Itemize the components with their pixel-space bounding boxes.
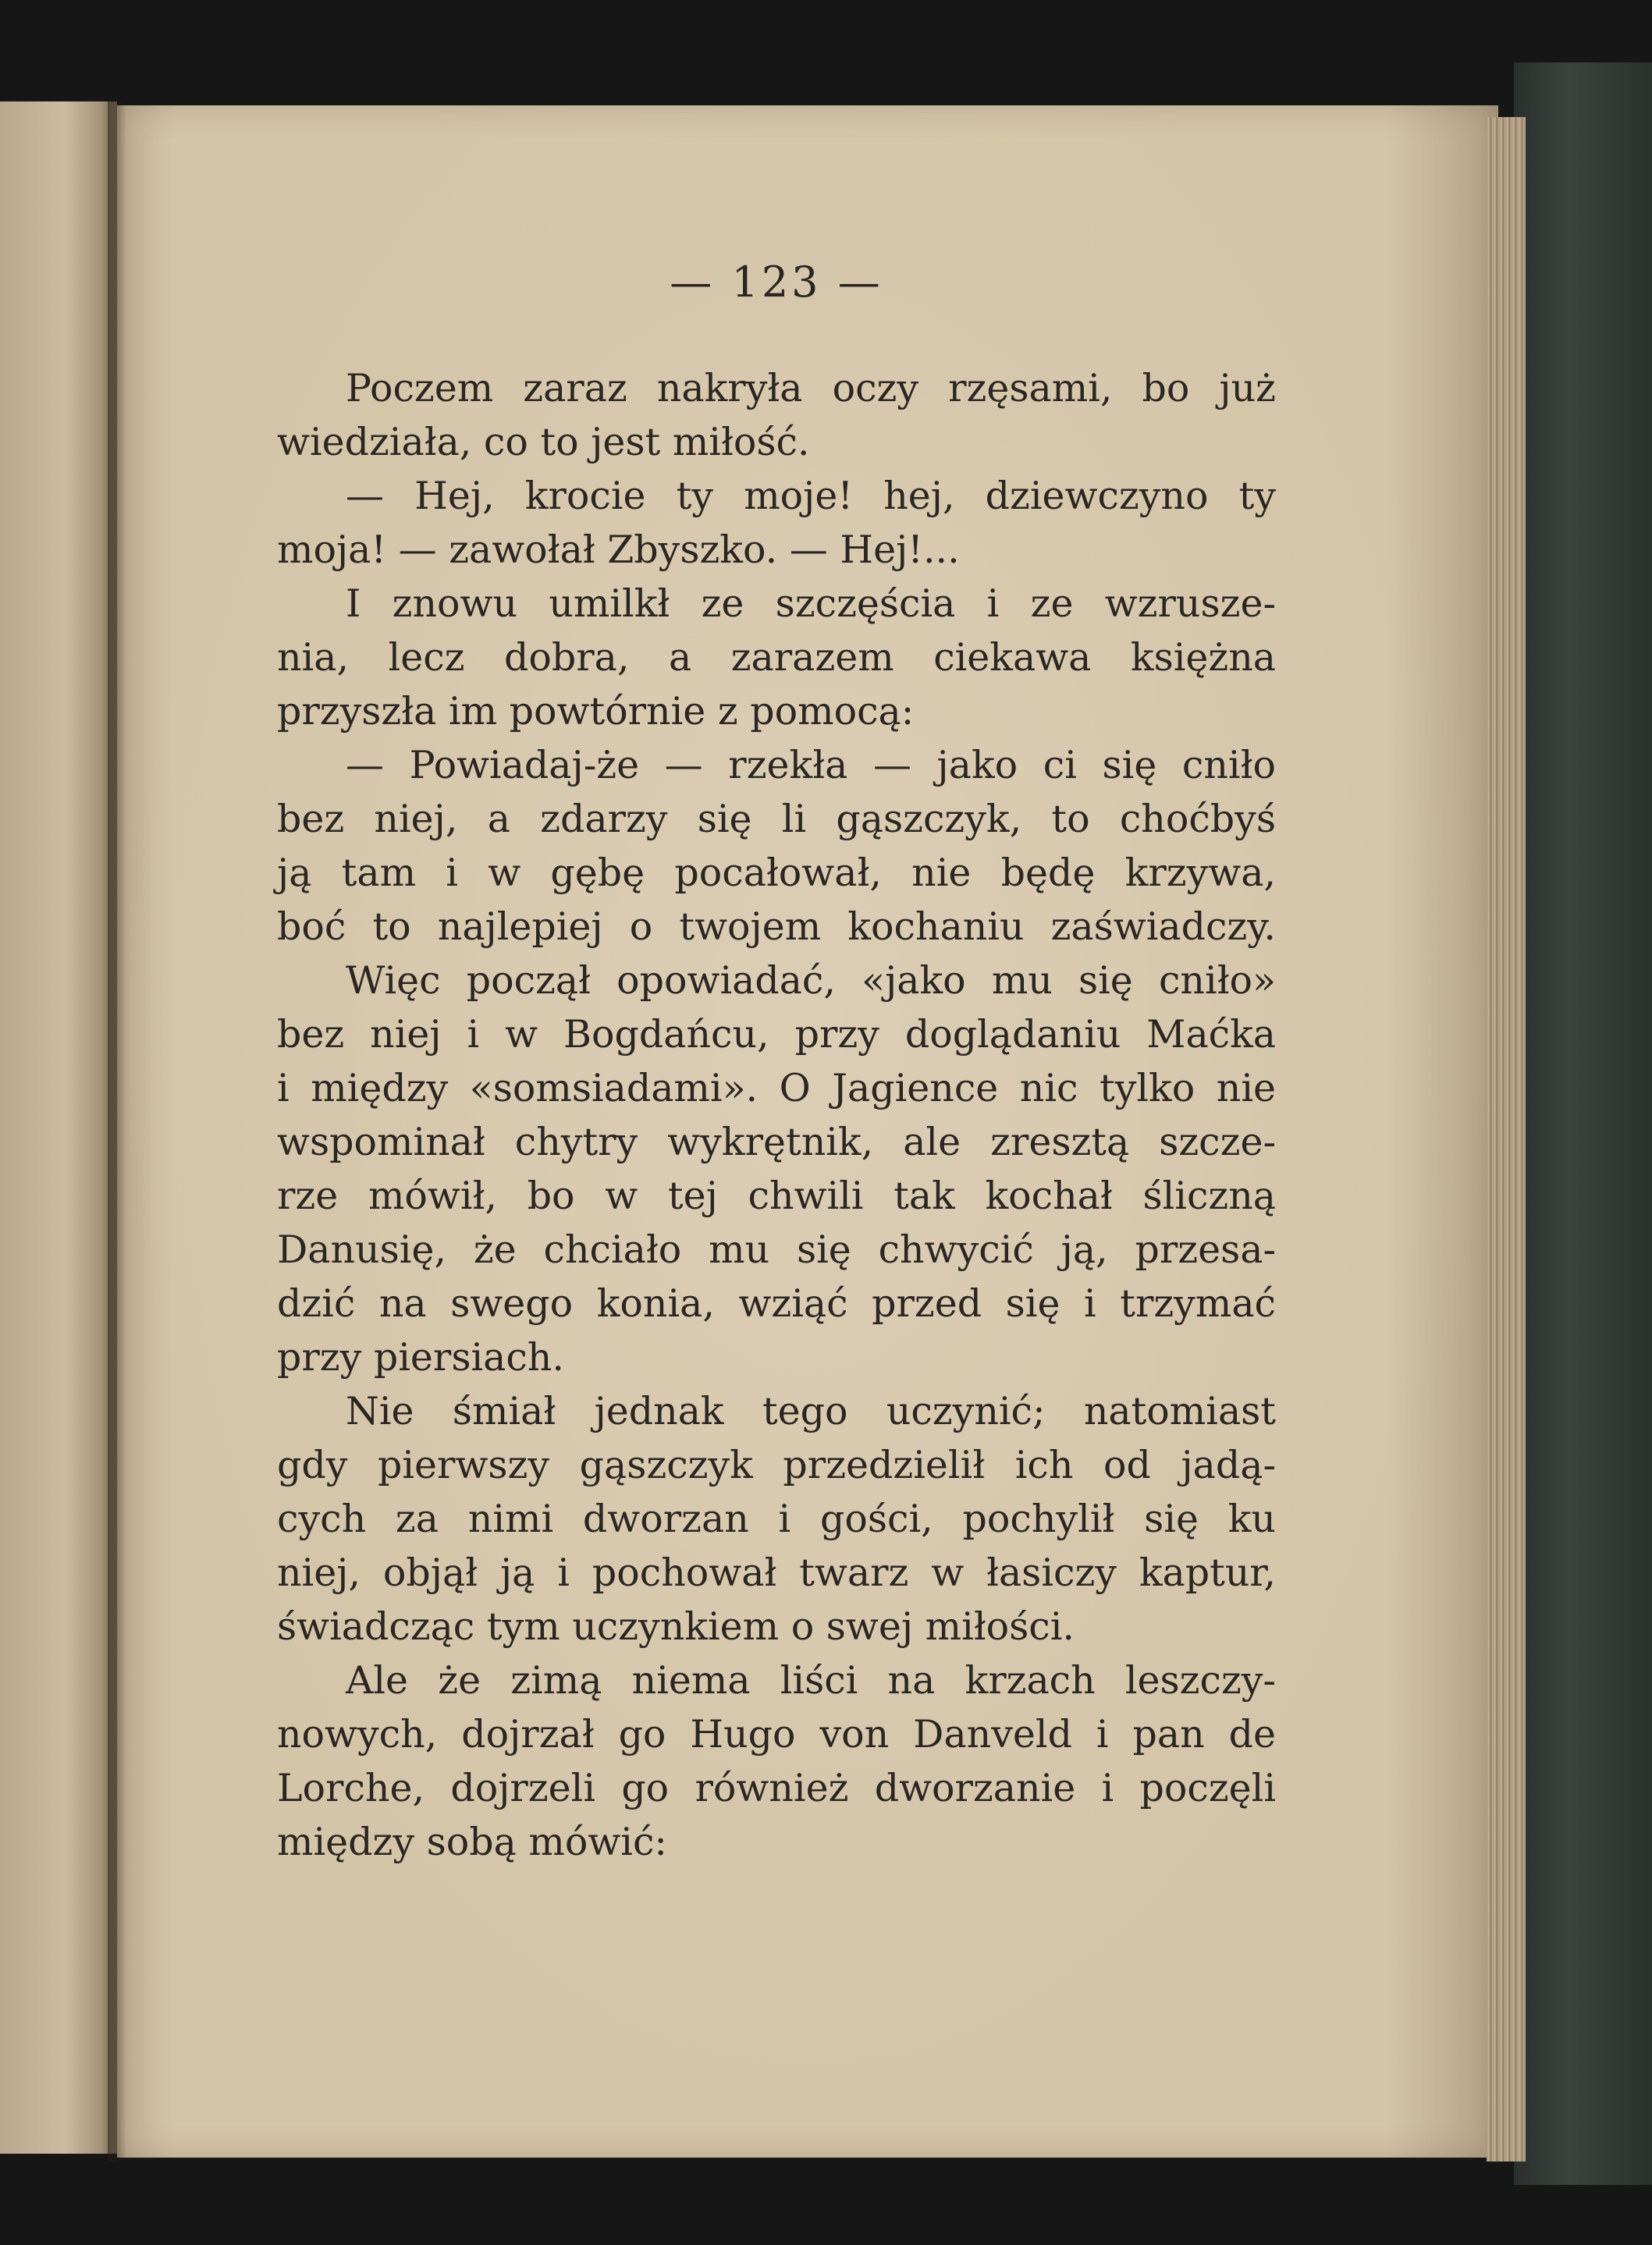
text-line: przy piersiach. [277, 1335, 564, 1380]
page-edges-stack [1487, 117, 1526, 2162]
text-line: niej, objął ją i pochował twarz w łasiczy kaptur, [277, 1551, 1276, 1595]
text-line: nowych, dojrzał go Hugo von Danveld i pan de [277, 1712, 1276, 1757]
text-line: boć to najlepiej o twojem kochaniu zaświadczy. [277, 904, 1276, 949]
text-line: świadcząc tym uczynkiem o swej miłości. [277, 1604, 1075, 1649]
text-line: gdy pierwszy gąszczyk przedzielił ich od jadą- [277, 1443, 1276, 1487]
text-line: cych za nimi dworzan i gości, pochylił się ku [277, 1497, 1276, 1541]
text-line: rze mówił, bo w tej chwili tak kochał śliczną [277, 1174, 1276, 1218]
text-line: — Powiadaj-że — rzekła — jako ci się cniło [346, 743, 1276, 787]
text-line: nia, lecz dobra, a zarazem ciekawa księżna [277, 635, 1276, 680]
text-line: dzić na swego konia, wziąć przed się i trzymać [277, 1281, 1276, 1326]
text-line: I znowu umilkł ze szczęścia i ze wzrusze- [346, 581, 1276, 626]
text-line: Nie śmiał jednak tego uczynić; natomiast [346, 1389, 1276, 1433]
text-line: między sobą mówić: [277, 1820, 667, 1864]
text-line: — Hej, krocie ty moje! hej, dziewczyno ty [346, 474, 1276, 518]
text-line: ją tam i w gębę pocałował, nie będę krzywa, [277, 851, 1276, 895]
text-line: Danusię, że chciało mu się chwycić ją, przesa- [277, 1227, 1276, 1272]
page-number: — 123 — [670, 258, 883, 307]
text-line: Poczem zaraz nakryła oczy rzęsami, bo już [346, 366, 1276, 410]
text-line: i między «somsiadami». O Jagience nic tylko nie [277, 1066, 1276, 1110]
book-binding-edge [1514, 62, 1652, 2185]
text-line: przyszła im powtórnie z pomocą: [277, 689, 915, 734]
text-line: Więc począł opowiadać, «jako mu się cniło» [346, 958, 1276, 1003]
text-line: Ale że zimą niema liści na krzach leszczy- [346, 1658, 1276, 1703]
text-line: bez niej i w Bogdańcu, przy doglądaniu Maćka [277, 1012, 1276, 1057]
previous-page-edge [0, 101, 117, 2154]
spine-shadow [108, 101, 126, 2162]
text-line: moja! — zawołał Zbyszko. — Hej!... [277, 528, 960, 572]
text-line: wspominał chytry wykrętnik, ale zresztą szcze- [277, 1120, 1276, 1164]
text-line: wiedziała, co to jest miłość. [277, 420, 810, 464]
text-line: bez niej, a zdarzy się li gąszczyk, to choćbyś [277, 797, 1276, 841]
text-line: Lorche, dojrzeli go również dworzanie i poczęli [277, 1766, 1276, 1810]
